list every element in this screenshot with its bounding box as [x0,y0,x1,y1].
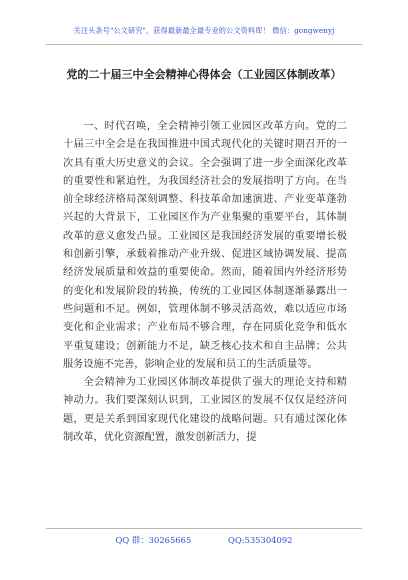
footer-qq-group: QQ 群：30265665 [115,535,192,545]
header-promo-note: 关注头条号"公文研究"，获得最新最全最专业的公文资料库！ 微信：gongwenyj [73,26,335,35]
document-title: 党的二十届三中全会精神心得体会（工业园区体制改革） [66,68,342,81]
body-paragraph-2: 全会精神为工业园区体制改革提供了强大的理论支持和精神动力。我们要深刻认识到，工业园区的发展不仅仅是经济问题，更是关系到国家现代化建设的战略问题。只有通过深化体制改革，优化资源配置，激发创新活力，提 [63,377,347,444]
header-divider [46,44,362,45]
footer-divider [46,528,362,529]
footer-contact [0,534,408,546]
footer-qq-number: QQ:535304092 [227,535,293,545]
body-paragraph-1: 一、时代召唤，全会精神引领工业园区改革方向。党的二十届三中全会是在我国推进中国式现代化的关键时期召开的一次具有重大历史意义的会议。全会强调了进一步全面深化改革的重要性和紧迫性，为我国经济社会的发展指明了方向。在当前全球经济格局深刻调整、科技革命加速演进、产业变革蓬勃兴起的大背景下，工业园区作为产业集聚的重要平台，其体制改革的意义愈发凸显。工业园区是我国经济发展的重要增长极和创新引擎，承载着推动产业升级、促进区域协调发展、提高经济发展质量和效益的重要使命。然而，随着国内外经济形势的变化和发展阶段的转换，传统的工业园区体制逐渐暴露出一些问题和不足。例如，管理体制不够灵活高效，难以适应市场变化和企业需求；产业布局不够合理，存在同质化竞争和低水平重复建设；创新能力不足，缺乏核心技术和自主品牌；公共服务设施不完善，影响企业的发展和员工的生活质量等。 [63,121,347,370]
document-body [63,118,347,447]
